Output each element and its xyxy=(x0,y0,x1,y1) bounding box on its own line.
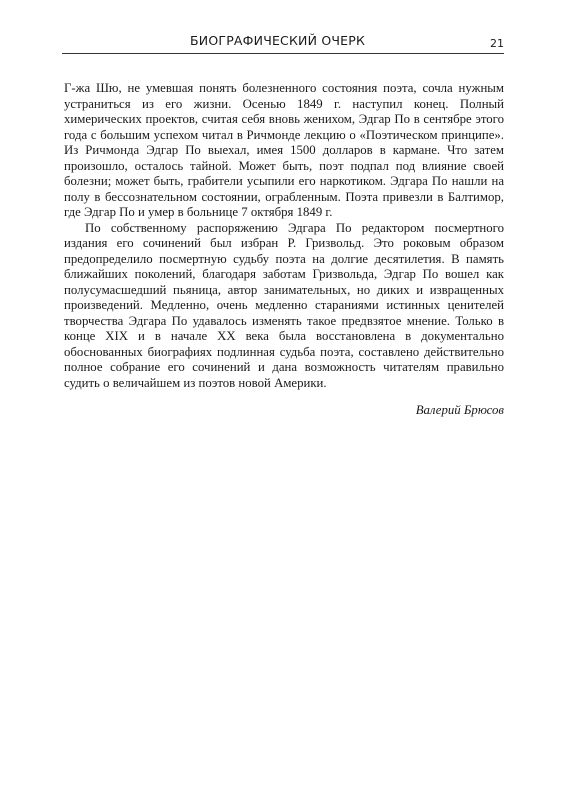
body-text xyxy=(64,81,504,391)
header-rule xyxy=(62,53,504,54)
page-number: 21 xyxy=(490,37,504,50)
paragraph-1: Г-жа Шю, не умевшая понять болезненного состояния поэта, сочла нужным устраниться из его жизни. Осенью 1849 г. наступил конец. Полный химерических проектов, считая себя вновь женихом, Эдгар По в сентябре этого года с большим успехом читал в Ричмонде лекцию о «Поэтическом принципе». Из Ричмонда Эдгар По выехал, имея 1500 долларов в кармане. Что затем произошло, осталось тайной. Может быть, поэт подпал под влияние своей болезни; может быть, грабители усыпили его наркотиком. Эдгара По нашли на полу в бессознательном состоянии, ограбленным. Поэта привезли в Балтимор, где Эдгар По и умер в больнице 7 октября 1849 г. xyxy=(64,81,504,219)
paragraph-2: По собственному распоряжению Эдгара По редактором посмертного издания его сочинений был избран Р. Гризвольд. Это роковым образом предопределило посмертную судьбу поэта на долгие десятилетия. В память ближайших поколений, благодаря заботам Гризвольда, Эдгар По вошел как полусумасшедший пьяница, автор занимательных, но диких и извращенных произведений. Медленно, очень медленно стараниями истинных ценителей творчества Эдгара По удавалось изменять такое предвзятое мнение. Только в конце XIX и в начале XX века была восстановлена в документально обоснованных биографиях подлинная судьба поэта, составлено действительно полное собрание его сочинений и дана возможность читателям правильно судить о величайшем из поэтов новой Америки. xyxy=(64,220,504,390)
author-signature: Валерий Брюсов xyxy=(415,403,504,417)
running-header-title: БИОГРАФИЧЕСКИЙ ОЧЕРК xyxy=(190,33,366,48)
